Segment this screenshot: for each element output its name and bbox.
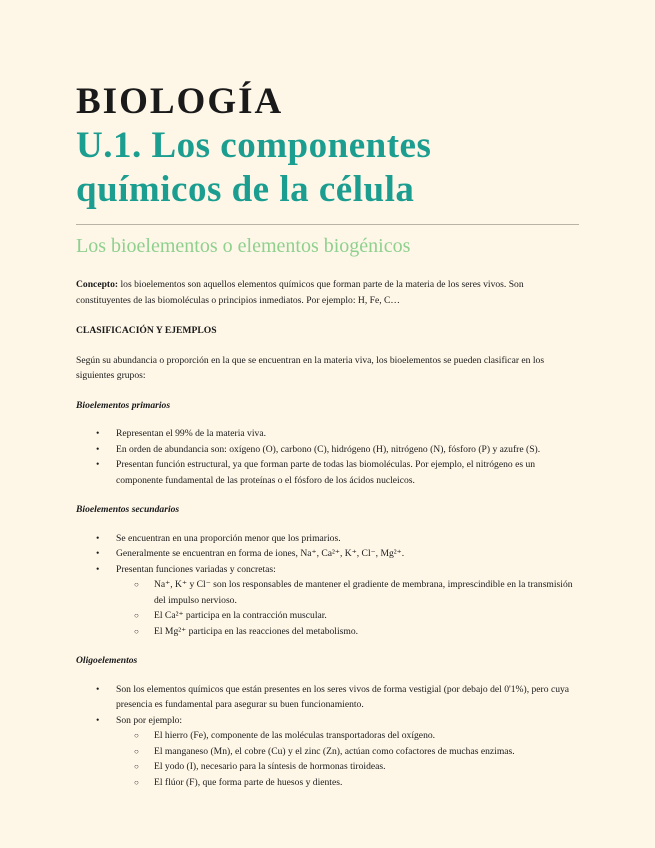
list-item: • Presentan función estructural, ya que forman parte de todas las biomoléculas. Por ejemplo, el nitrógeno es un componente fundamental de las proteínas o el fósforo de los ácidos nucleicos. xyxy=(76,457,579,488)
list-item: • Son los elementos químicos que están presentes en los seres vivos de forma vestigial (por debajo del 0'1%), pero cuya presencia es fundamental para asegurar su buen funcionamiento. xyxy=(76,682,579,713)
section-title: Los bioelementos o elementos biogénicos xyxy=(76,235,411,257)
sublist-item: ○ El hierro (Fe), componente de las moléculas transportadoras del oxígeno. xyxy=(116,728,579,744)
list-item-text: Presentan funciones variadas y concretas: xyxy=(116,563,276,575)
sublist-item: ○ Na⁺, K⁺ y Cl⁻ son los responsables de mantener el gradiente de membrana, imprescindible en la transmisión del impulso nervioso. xyxy=(116,577,579,608)
concept-paragraph xyxy=(76,277,579,308)
oligo-list xyxy=(76,682,579,791)
sublist-item: ○ El Mg²⁺ participa en las reacciones del metabolismo. xyxy=(116,624,579,640)
sublist-item: ○ El manganeso (Mn), el cobre (Cu) y el zinc (Zn), actúan como cofactores de muchas enzimas. xyxy=(116,744,579,760)
subject-title: BIOLOGÍA xyxy=(76,81,284,122)
secundarios-heading: Bioelementos secundarios xyxy=(76,504,180,515)
title-divider xyxy=(76,224,579,225)
oligo-heading: Oligoelementos xyxy=(76,655,138,666)
concept-label: Concepto: xyxy=(76,279,119,290)
list-item-text: Son por ejemplo: xyxy=(116,714,183,726)
sublist-item: ○ El flúor (F), que forma parte de huesos y dientes. xyxy=(116,775,579,791)
primarios-heading: Bioelementos primarios xyxy=(76,399,171,411)
oligo-sublist xyxy=(116,728,579,790)
list-item: • En orden de abundancia son: oxígeno (O), carbono (C), hidrógeno (H), nitrógeno (N), fósforo (P) y azufre (S). xyxy=(76,442,579,458)
primarios-list xyxy=(76,426,579,488)
list-item: • Generalmente se encuentran en forma de iones, Na⁺, Ca²⁺, K⁺, Cl⁻, Mg²⁺. xyxy=(76,546,579,562)
unit-title-line1: U.1. Los componentes xyxy=(76,125,432,166)
intro-paragraph: Según su abundancia o proporción en la que se encuentran en la materia viva, los bioelementos se pueden clasificar en los siguientes grupos: xyxy=(76,354,545,381)
concept-text: los bioelementos son aquellos elementos químicos que forman parte de la materia de los seres vivos. Son constituyentes de las biomoléculas o principios inmediatos. Por ejemplo: H, Fe, C… xyxy=(76,279,524,306)
list-item xyxy=(76,713,579,791)
secundarios-list xyxy=(76,531,579,640)
classification-heading: CLASIFICACIÓN Y EJEMPLOS xyxy=(76,325,217,336)
secundarios-sublist xyxy=(116,577,579,639)
list-item xyxy=(76,562,579,640)
unit-title-line2: químicos de la célula xyxy=(76,169,415,210)
sublist-item: ○ El yodo (I), necesario para la síntesis de hormonas tiroideas. xyxy=(116,759,579,775)
list-item: • Representan el 99% de la materia viva. xyxy=(76,426,579,442)
sublist-item: ○ El Ca²⁺ participa en la contracción muscular. xyxy=(116,608,579,624)
list-item: • Se encuentran en una proporción menor que los primarios. xyxy=(76,531,579,547)
